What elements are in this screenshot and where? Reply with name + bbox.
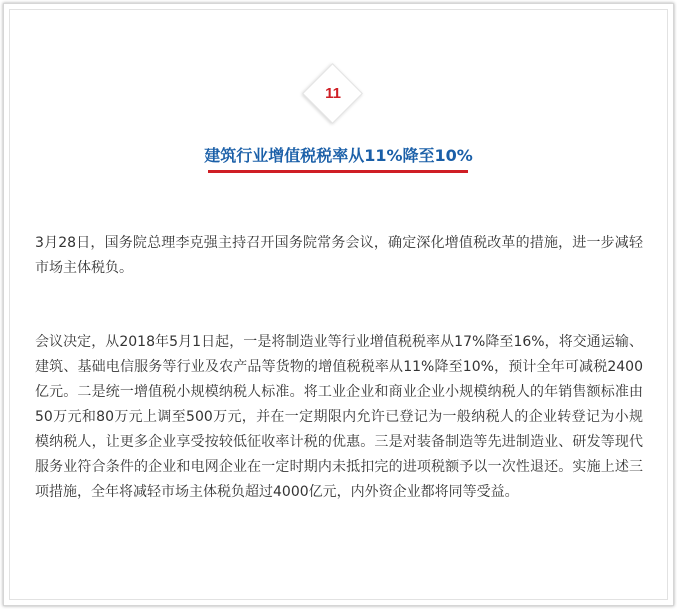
paragraph-intro: 3月28日，国务院总理李克强主持召开国务院常务会议，确定深化增值税改革的措施，进一步减轻市场主体税负。 (35, 235, 643, 276)
paragraph-decision: 会议决定，从2018年5月1日起，一是将制造业等行业增值税税率从17%降至16%，将交通运输、建筑、基础电信服务等行业及农产品等货物的增值税税率从11%降至10%，预计全年可减税2400亿元。二是统一增值税小规模纳税人标准。将工业企业和商业企业小规模纳税人的年销售额标准由50万元和80万元上调至500万元，并在一定期限内允许已登记为一般纳税人的企业转登记为小规模纳税人，让更多企业享受按较低征收率计税的优惠。三是对装备制造等先进制造业、研发等现代服务业符合条件的企业和电网企业在一定时期内未抵扣完的进项税额予以一次性退还。实施上述三项措施，全年将减轻市场主体税负超过4000亿元，内外资企业都将同等受益。 (35, 334, 643, 500)
section-title: 建筑行业增值税税率从11%降至10% (204, 146, 473, 165)
title-underline (208, 170, 468, 173)
section-number: 11 (325, 85, 341, 102)
